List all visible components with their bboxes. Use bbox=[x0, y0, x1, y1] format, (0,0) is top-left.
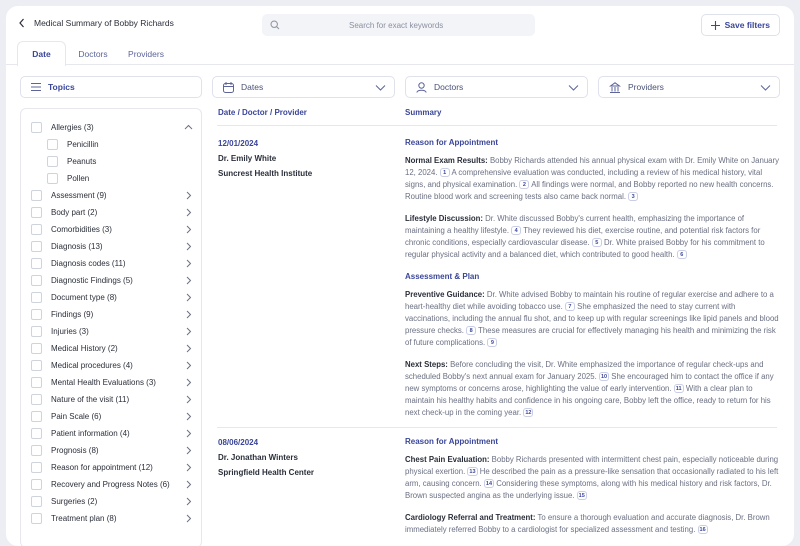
topic-item[interactable] bbox=[31, 120, 193, 134]
checkbox[interactable] bbox=[31, 207, 42, 218]
checkbox[interactable] bbox=[31, 479, 42, 490]
checkbox[interactable] bbox=[31, 462, 42, 473]
checkbox[interactable] bbox=[31, 496, 42, 507]
chevron-down-icon bbox=[568, 82, 579, 93]
citation-badge[interactable]: 16 bbox=[699, 527, 706, 533]
checkbox[interactable] bbox=[31, 224, 42, 235]
divider bbox=[217, 125, 777, 126]
citation-badge[interactable]: 6 bbox=[677, 250, 687, 259]
topic-label: Document type (8) bbox=[51, 292, 117, 302]
summary-text: To ensure a thorough evaluation and accurate diagnosis, Dr. Brown immediately referred Bobby to a cardiologist for specialized assessment and testing. bbox=[405, 513, 770, 534]
topic-item[interactable] bbox=[31, 222, 193, 236]
checkbox[interactable] bbox=[31, 241, 42, 252]
topic-label: Recovery and Progress Notes (6) bbox=[51, 479, 170, 489]
checkbox[interactable] bbox=[31, 326, 42, 337]
summary-text: A comprehensive evaluation was conducted, including a review of his medical history, vital signs, and physical examination. bbox=[405, 168, 763, 189]
summary-text: Considering these symptoms, along with his medical history and risk factors, Dr. Brown suspected angina as the underlying issue. bbox=[405, 479, 772, 500]
citation-badge[interactable]: 14 bbox=[485, 481, 493, 487]
chevron-left-icon bbox=[18, 18, 26, 28]
citation-badge[interactable]: 3 bbox=[628, 192, 638, 201]
topic-subitem[interactable] bbox=[47, 154, 187, 168]
checkbox[interactable] bbox=[31, 360, 42, 371]
summary-text: Dr. White advised Bobby to maintain his routine of regular exercise and adhere to a heart-healthy diet while avoiding tobacco use. bbox=[405, 290, 774, 311]
summary-text: These measures are crucial for effectively managing his health and minimizing the risk of future complications. bbox=[405, 326, 776, 347]
summary-text: They reviewed his diet, exercise routine, and potential risk factors for chronic conditions, especially cardiovascular disease. bbox=[405, 226, 761, 247]
chevron-right-icon[interactable] bbox=[184, 514, 193, 523]
chevron-down-icon bbox=[375, 82, 386, 93]
entry-doctor: Dr. Emily White bbox=[218, 154, 277, 163]
chevron-right-icon[interactable] bbox=[184, 293, 193, 302]
entry-provider: Suncrest Health Institute bbox=[218, 169, 313, 178]
section-heading: Reason for Appointment bbox=[405, 138, 499, 147]
chevron-right-icon[interactable] bbox=[184, 344, 193, 353]
summary-paragraph bbox=[405, 359, 780, 419]
search-icon bbox=[270, 20, 280, 30]
tab-doctors[interactable]: Doctors bbox=[78, 48, 108, 59]
topic-label: Medical procedures (4) bbox=[51, 360, 133, 370]
chevron-right-icon[interactable] bbox=[184, 276, 193, 285]
chevron-right-icon[interactable] bbox=[184, 378, 193, 387]
chevron-up-icon[interactable] bbox=[184, 123, 193, 132]
dates-label: Dates bbox=[241, 82, 264, 92]
summary-paragraph bbox=[405, 155, 780, 203]
doctors-label: Doctors bbox=[434, 82, 464, 92]
chevron-right-icon[interactable] bbox=[184, 225, 193, 234]
topic-label: Patient information (4) bbox=[51, 428, 130, 438]
paragraph-label: Chest Pain Evaluation: bbox=[405, 455, 490, 464]
main-panel bbox=[6, 6, 794, 546]
plus-icon bbox=[711, 21, 720, 30]
topics-filter[interactable] bbox=[20, 76, 202, 98]
search-input[interactable] bbox=[262, 14, 535, 36]
checkbox[interactable] bbox=[31, 513, 42, 524]
topic-label: Reason for appointment (12) bbox=[51, 462, 153, 472]
paragraph-label: Normal Exam Results: bbox=[405, 156, 488, 165]
chevron-right-icon[interactable] bbox=[184, 208, 193, 217]
checkbox[interactable] bbox=[31, 309, 42, 320]
summary-text: Bobby Richards presented with intermittent chest pain, especially noticeable during physical exertion. bbox=[405, 455, 779, 476]
entry-meta bbox=[218, 136, 312, 181]
summary-text: Bobby Richards attended his annual physical exam with Dr. Emily White on January 12, 2024. bbox=[405, 156, 779, 177]
paragraph-label: Lifestyle Discussion: bbox=[405, 214, 483, 223]
citation-badge[interactable]: 11 bbox=[674, 384, 684, 393]
topic-label: Assessment (9) bbox=[51, 190, 107, 200]
providers-dropdown[interactable] bbox=[598, 76, 780, 98]
topic-label: Injuries (3) bbox=[51, 326, 89, 336]
chevron-right-icon[interactable] bbox=[184, 327, 193, 336]
summary-text: She emphasized the need to stay current with vaccinations, including the annual flu shot, and to keep up with regular screenings like lipid panels and blood pressure checks. bbox=[405, 302, 779, 335]
topic-item[interactable] bbox=[31, 358, 193, 372]
summary-paragraph bbox=[405, 512, 780, 536]
checkbox[interactable] bbox=[31, 377, 42, 388]
calendar-icon bbox=[223, 82, 234, 93]
summary-paragraph bbox=[405, 289, 780, 349]
citation-badge[interactable]: 9 bbox=[487, 338, 497, 347]
chevron-right-icon[interactable] bbox=[184, 361, 193, 370]
topic-item[interactable] bbox=[31, 239, 193, 253]
topic-item[interactable] bbox=[31, 392, 193, 406]
save-filters-button[interactable] bbox=[701, 14, 780, 36]
topic-item[interactable] bbox=[31, 324, 193, 338]
chevron-right-icon[interactable] bbox=[184, 395, 193, 404]
entry-provider: Springfield Health Center bbox=[218, 468, 315, 477]
topic-item[interactable] bbox=[31, 256, 193, 270]
search-placeholder: Search for exact keywords bbox=[349, 20, 444, 30]
tab-date[interactable]: Date bbox=[17, 41, 66, 66]
chevron-right-icon[interactable] bbox=[184, 463, 193, 472]
chevron-down-icon bbox=[760, 82, 771, 93]
citation-badge[interactable]: 12 bbox=[525, 410, 532, 416]
doctors-dropdown[interactable] bbox=[405, 76, 588, 98]
topic-label: Medical History (2) bbox=[51, 343, 118, 353]
topic-item[interactable] bbox=[31, 426, 193, 440]
topic-subitem[interactable] bbox=[47, 171, 187, 185]
entry-summary bbox=[405, 436, 780, 546]
entry-meta bbox=[218, 435, 314, 480]
chevron-right-icon[interactable] bbox=[184, 429, 193, 438]
summary-text: Dr. White discussed Bobby's current health, emphasizing the importance of maintaining a healthy lifestyle. bbox=[405, 214, 745, 235]
chevron-right-icon[interactable] bbox=[184, 242, 193, 251]
tab-bar bbox=[6, 41, 794, 65]
column-header-date: Date / Doctor / Provider bbox=[218, 108, 307, 117]
chevron-right-icon[interactable] bbox=[184, 259, 193, 268]
topic-item[interactable] bbox=[31, 460, 193, 474]
building-icon bbox=[609, 82, 621, 93]
checkbox[interactable] bbox=[31, 445, 42, 456]
citation-badge[interactable]: 13 bbox=[469, 469, 476, 475]
chevron-right-icon[interactable] bbox=[184, 191, 193, 200]
citation-badge[interactable]: 4 bbox=[511, 226, 521, 235]
checkbox[interactable] bbox=[31, 292, 42, 303]
topic-label: Body part (2) bbox=[51, 207, 98, 217]
topic-item[interactable] bbox=[31, 188, 193, 202]
entry-divider bbox=[217, 427, 777, 428]
checkbox[interactable] bbox=[31, 122, 42, 133]
tab-providers[interactable]: Providers bbox=[128, 48, 164, 59]
entry-doctor: Dr. Jonathan Winters bbox=[218, 453, 298, 462]
menu-icon bbox=[31, 83, 41, 91]
topic-sublabel: Peanuts bbox=[67, 156, 97, 166]
topic-subitem[interactable] bbox=[47, 137, 187, 151]
chevron-right-icon[interactable] bbox=[184, 446, 193, 455]
topic-label: Diagnosis codes (11) bbox=[51, 258, 126, 268]
topic-label: Findings (9) bbox=[51, 309, 94, 319]
summary-paragraph bbox=[405, 213, 780, 261]
topic-item[interactable] bbox=[31, 409, 193, 423]
paragraph-label: Cardiology Referral and Treatment: bbox=[405, 513, 536, 522]
checkbox[interactable] bbox=[31, 275, 42, 286]
topic-item[interactable] bbox=[31, 443, 193, 457]
topic-label: Nature of the visit (11) bbox=[51, 394, 130, 404]
chevron-right-icon[interactable] bbox=[184, 480, 193, 489]
topic-item[interactable] bbox=[31, 273, 193, 287]
citation-badge[interactable]: 8 bbox=[466, 326, 476, 335]
checkbox[interactable] bbox=[31, 258, 42, 269]
citation-badge[interactable]: 5 bbox=[592, 238, 602, 247]
entry-date: 08/06/2024 bbox=[218, 438, 259, 447]
topic-item[interactable] bbox=[31, 477, 193, 491]
citation-badge[interactable]: 7 bbox=[565, 302, 575, 311]
topic-item[interactable] bbox=[31, 205, 193, 219]
topics-list bbox=[20, 108, 202, 546]
topic-sublabel: Pollen bbox=[67, 173, 90, 183]
topic-label: Treatment plan (8) bbox=[51, 513, 117, 523]
topics-label: Topics bbox=[48, 82, 75, 92]
topic-label: Mental Health Evaluations (3) bbox=[51, 377, 156, 387]
column-header-summary: Summary bbox=[405, 108, 442, 117]
citation-badge[interactable]: 1 bbox=[440, 168, 450, 177]
checkbox[interactable] bbox=[31, 394, 42, 405]
entry-summary bbox=[405, 137, 780, 429]
paragraph-label: Next Steps: bbox=[405, 360, 448, 369]
chevron-right-icon[interactable] bbox=[184, 310, 193, 319]
entry-date: 12/01/2024 bbox=[218, 139, 259, 148]
back-button[interactable] bbox=[18, 18, 174, 28]
citation-badge[interactable]: 10 bbox=[600, 374, 608, 380]
topic-item[interactable] bbox=[31, 290, 193, 304]
chevron-right-icon[interactable] bbox=[184, 412, 193, 421]
topic-label: Surgeries (2) bbox=[51, 496, 98, 506]
checkbox[interactable] bbox=[31, 343, 42, 354]
topic-item[interactable] bbox=[31, 511, 193, 525]
summary-text: Before concluding the visit, Dr. White emphasized the importance of regular check-ups and scheduled Bobby's next annual exam for January 2025. bbox=[405, 360, 764, 381]
save-filters-label: Save filters bbox=[724, 20, 770, 30]
topic-label: Diagnostic Findings (5) bbox=[51, 275, 133, 285]
topic-label: Diagnosis (13) bbox=[51, 241, 103, 251]
topic-item[interactable] bbox=[31, 341, 193, 355]
paragraph-label: Preventive Guidance: bbox=[405, 290, 485, 299]
section-heading: Reason for Appointment bbox=[405, 437, 499, 446]
topic-label: Comorbidities (3) bbox=[51, 224, 112, 234]
citation-badge[interactable]: 15 bbox=[578, 493, 585, 499]
summary-text: With a clear plan to maintain his healthy habits and confidence in his ongoing care, Bobby left the office, ready to return for his next check-up in the coming year. bbox=[405, 384, 771, 417]
checkbox[interactable] bbox=[47, 139, 58, 150]
summary-text: All findings were normal, and Bobby reported no new health concerns. Routine blood work and screening tests also came back normal. bbox=[405, 180, 774, 201]
topic-sublabel: Penicillin bbox=[67, 139, 99, 149]
checkbox[interactable] bbox=[47, 156, 58, 167]
page-title: Medical Summary of Bobby Richards bbox=[34, 18, 174, 28]
summary-text: He described the pain as a pressure-like sensation that occasionally radiated to his left arm, causing concern. bbox=[405, 467, 779, 488]
summary-paragraph bbox=[405, 454, 780, 502]
topic-label: Pain Scale (6) bbox=[51, 411, 102, 421]
section-heading: Assessment & Plan bbox=[405, 272, 480, 281]
checkbox[interactable] bbox=[31, 428, 42, 439]
topic-label: Allergies (3) bbox=[51, 122, 94, 132]
checkbox[interactable] bbox=[31, 411, 42, 422]
summary-text: She encouraged him to contact the office if any new symptoms or concerns arose, highlighting the value of early intervention. bbox=[405, 372, 774, 393]
checkbox[interactable] bbox=[31, 190, 42, 201]
providers-label: Providers bbox=[628, 82, 664, 92]
user-icon bbox=[416, 82, 427, 93]
topic-item[interactable] bbox=[31, 494, 193, 508]
topic-label: Prognosis (8) bbox=[51, 445, 99, 455]
checkbox[interactable] bbox=[47, 173, 58, 184]
topic-item[interactable] bbox=[31, 375, 193, 389]
topic-item[interactable] bbox=[31, 307, 193, 321]
citation-badge[interactable]: 2 bbox=[519, 180, 529, 189]
dates-dropdown[interactable] bbox=[212, 76, 395, 98]
summary-text: Dr. White praised Bobby for his commitment to regular physical activity and a balanced diet, which contributed to good health. bbox=[405, 238, 765, 259]
chevron-right-icon[interactable] bbox=[184, 497, 193, 506]
